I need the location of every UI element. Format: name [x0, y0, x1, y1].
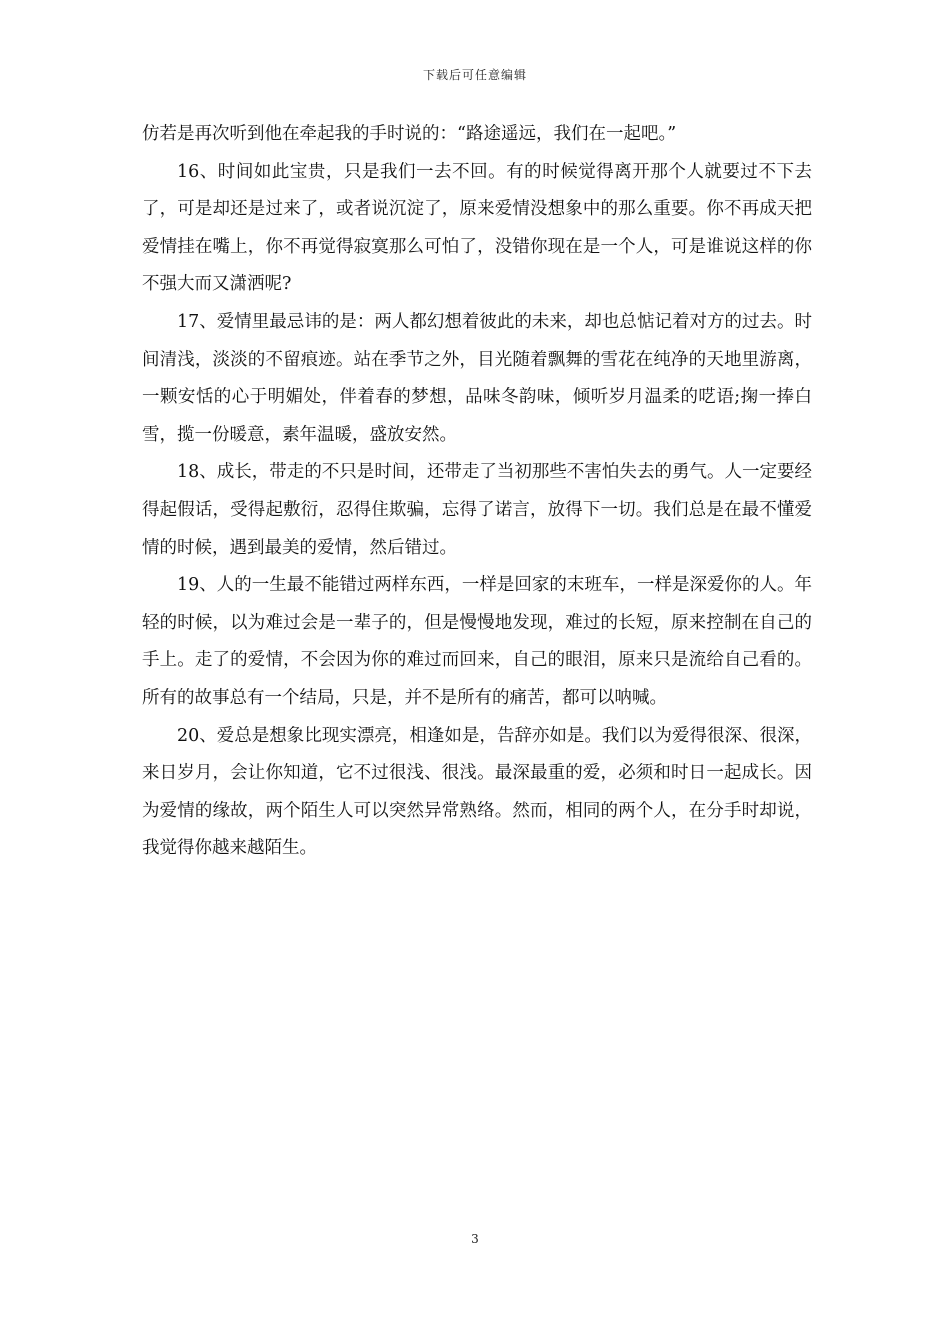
paragraph-18: 18、成长，带走的不只是时间，还带走了当初那些不害怕失去的勇气。人一定要经得起假话，受得起敷衍，忍得住欺骗，忘得了诺言，放得下一切。我们总是在最不懂爱情的时候，遇到最美的爱情，然后错过。	[142, 462, 812, 558]
paragraph-continuation: 仿若是再次听到他在牵起我的手时说的：“路途遥远，我们在一起吧。”	[142, 124, 677, 144]
document-body	[142, 116, 812, 868]
paragraph-17: 17、爱情里最忌讳的是：两人都幻想着彼此的未来，却也总惦记着对方的过去。时间清浅，淡淡的不留痕迹。站在季节之外，目光随着飘舞的雪花在纯净的天地里游离，一颗安恬的心于明媚处，伴着春的梦想，品味冬韵味，倾听岁月温柔的呓语;掬一捧白雪，揽一份暖意，素年温暖，盛放安然。	[142, 311, 812, 445]
paragraph-16: 16、时间如此宝贵，只是我们一去不回。有的时候觉得离开那个人就要过不下去了，可是却还是过来了，或者说沉淀了，原来爱情没想象中的那么重要。你不再成天把爱情挂在嘴上，你不再觉得寂寞那么可怕了，没错你现在是一个人，可是谁说这样的你不强大而又潇洒呢?	[142, 161, 812, 295]
paragraph-20: 20、爱总是想象比现实漂亮，相逢如是，告辞亦如是。我们以为爱得很深、很深，来日岁月，会让你知道，它不过很浅、很浅。最深最重的爱，必须和时日一起成长。因为爱情的缘故，两个陌生人可以突然异常熟络。然而，相同的两个人，在分手时却说，我觉得你越来越陌生。	[142, 725, 812, 859]
page-number: 3	[471, 1232, 479, 1246]
paragraph-19: 19、人的一生最不能错过两样东西，一样是回家的末班车，一样是深爱你的人。年轻的时候，以为难过会是一辈子的，但是慢慢地发现，难过的长短，原来控制在自己的手上。走了的爱情，不会因为你的难过而回来，自己的眼泪，原来只是流给自己看的。所有的故事总有一个结局，只是，并不是所有的痛苦，都可以呐喊。	[142, 575, 812, 708]
page-header: 下载后可任意编辑	[422, 68, 527, 82]
